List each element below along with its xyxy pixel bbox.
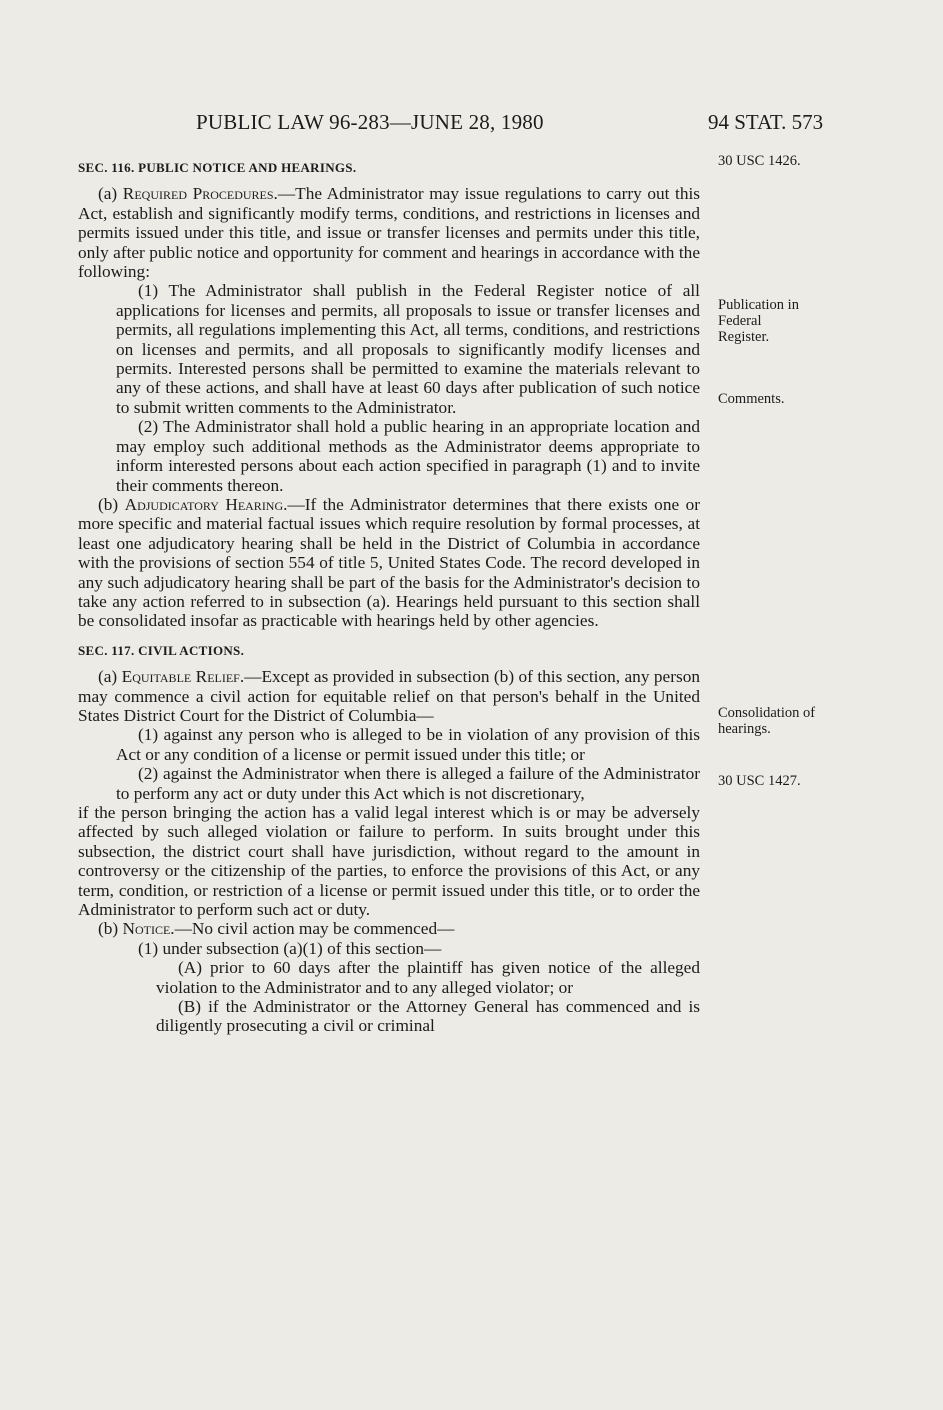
page-header-title: PUBLIC LAW 96-283—JUNE 28, 1980 [196, 110, 544, 134]
paragraph-116-b [78, 495, 700, 631]
label: (a) [98, 667, 122, 687]
page-header-stat: 94 STAT. 573 [708, 110, 824, 134]
text: —No civil action may be commenced— [174, 919, 455, 939]
section-heading-117: SEC. 117. CIVIL ACTIONS. [78, 642, 245, 658]
margin-note-comments: Comments. [718, 391, 785, 407]
caption: Adjudicatory Hearing. [124, 494, 288, 514]
paragraph-117-b-1: (1) under subsection (a)(1) of this section— [138, 938, 442, 958]
paragraph-116-a [78, 184, 700, 281]
text: —If the Administrator determines that there exists one or more specific and material factual issues which require resolution by formal processes, at least one adjudicatory hearing shall be held in the District of Columbia in accordance with the provisions of section 554 of title 5, United States Code. The record developed in any such adjudicatory hearing shall be part of the basis for the Administrator's decision to take any action referred to in subsection (a). Hearings held pursuant to this section shall be consolidated insofar as practicable with hearings held by other agencies. [78, 494, 700, 631]
section-heading-116: SEC. 116. PUBLIC NOTICE AND HEARINGS. [78, 160, 357, 175]
paragraph-116-a-2: (2) The Administrator shall hold a public hearing in an appropriate location and may employ such additional methods as the Administrator deems appropriate to inform interested persons about each action specified in paragraph (1) and to invite their comments thereon. [116, 417, 700, 495]
margin-note-consolidation: Consolidation of hearings. [718, 705, 816, 737]
paragraph-116-a-1: (1) The Administrator shall publish in the Federal Register notice of all applications for licenses and permits, all proposals to issue or transfer licenses and permits, all regulations implementing this Act, all terms, conditions, and restrictions on licenses and permits, and all proposals to significantly modify licenses and permits. Interested persons shall be permitted to examine the materials relevant to any of these actions, and shall have at least 60 days after publication of such notice to submit written comments to the Administrator. [116, 281, 700, 417]
label: (a) [98, 184, 123, 204]
paragraph-117-a-1: (1) against any person who is alleged to be in violation of any provision of this Act or any condition of a license or permit issued under this title; or [116, 725, 700, 764]
caption: Equitable Relief. [121, 667, 245, 687]
paragraph-117-a [78, 667, 700, 725]
paragraph-117-a-tail: if the person bringing the action has a valid legal interest which is or may be adversely affected by such alleged violation or failure to perform. In suits brought under this subsection, the district court shall have jurisdiction, without regard to the amount in controversy or the citizenship of the parties, to enforce the provisions of this Act, or any term, condition, or restriction of a license or permit issued under this title, or to order the Administrator to perform such act or duty. [78, 803, 700, 920]
paragraph-117-b-1-B: (B) if the Administrator or the Attorney General has commenced and is diligently prosecuting a civil or criminal [156, 997, 700, 1036]
caption: Required Procedures. [122, 184, 278, 204]
paragraph-117-b [78, 919, 700, 938]
text: —Except as provided in subsection (b) of this section, any person may commence a civil action for equitable relief on that person's behalf in the United States District Court for the District of Columbia— [78, 667, 700, 725]
margin-note-usc-1427: 30 USC 1427. [718, 773, 801, 789]
label: (b) [98, 494, 125, 514]
margin-note-usc-1426: 30 USC 1426. [718, 153, 801, 169]
main-text [78, 152, 700, 1036]
paragraph-117-b-1-A: (A) prior to 60 days after the plaintiff has given notice of the alleged violation to the Administrator and to any alleged violator; or [156, 958, 700, 997]
caption: Notice. [122, 919, 175, 939]
text: —The Administrator may issue regulations to carry out this Act, establish and significantly modify terms, conditions, and restrictions in licenses and permits issued under this title, and issue or transfer licenses and permits under this title, only after public notice and opportunity for comment and hearings in accordance with the following: [78, 184, 700, 282]
margin-note-publication: Publication in Federal Register. [718, 297, 799, 345]
label: (b) [98, 919, 123, 939]
paragraph-117-a-2: (2) against the Administrator when there is alleged a failure of the Administrator to perform any act or duty under this Act which is not discretionary, [116, 764, 700, 803]
